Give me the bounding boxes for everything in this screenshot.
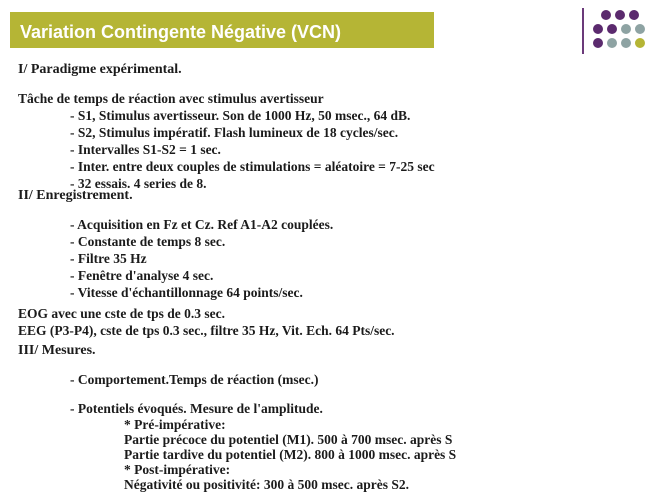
document-line: EOG avec une cste de tps de 0.3 sec.: [18, 306, 225, 321]
document-line: - S2, Stimulus impératif. Flash lumineux de 18 cycles/sec.: [70, 125, 399, 140]
section-heading: III/ Mesures.: [18, 343, 96, 358]
dot: [635, 24, 645, 34]
dot-grid-logo: [593, 8, 645, 58]
dot: [607, 38, 617, 48]
document-line: Tâche de temps de réaction avec stimulus avertisseur: [18, 91, 324, 106]
document-line: EEG (P3-P4), cste de tps 0.3 sec., filtre 35 Hz, Vit. Ech. 64 Pts/sec.: [18, 323, 395, 338]
document-line: - Intervalles S1-S2 = 1 sec.: [70, 142, 221, 157]
document-line: - Inter. entre deux couples de stimulations = aléatoire = 7-25 sec: [70, 159, 435, 174]
scanned-document: [14, 54, 646, 492]
document-line: - Filtre 35 Hz: [70, 251, 147, 266]
document-line: - Comportement.Temps de réaction (msec.): [70, 372, 319, 387]
section-heading: II/ Enregistrement.: [18, 188, 133, 203]
document-line: Négativité ou positivité: 300 à 500 msec. après S2.: [124, 477, 409, 492]
document-line: - Vitesse d'échantillonnage 64 points/sec.: [70, 285, 303, 300]
dot: [593, 24, 603, 34]
dot: [621, 24, 631, 34]
dot: [635, 38, 645, 48]
document-line: Partie tardive du potentiel (M2). 800 à 1000 msec. après S: [124, 447, 457, 462]
document-line: - S1, Stimulus avertisseur. Son de 1000 Hz, 50 msec., 64 dB.: [70, 108, 411, 123]
divider-line: [582, 8, 584, 54]
document-line: - Fenêtre d'analyse 4 sec.: [70, 268, 214, 283]
dot: [615, 10, 625, 20]
document-line: - 32 essais. 4 series de 8.: [70, 176, 207, 191]
dot: [593, 38, 603, 48]
document-line: - Constante de temps 8 sec.: [70, 234, 226, 249]
dot: [629, 10, 639, 20]
subheading: * Pré-impérative:: [124, 417, 226, 432]
dot: [601, 10, 611, 20]
document-line: - Acquisition en Fz et Cz. Ref A1-A2 couplées.: [70, 217, 334, 232]
subheading: * Post-impérative:: [124, 462, 231, 477]
dot: [621, 38, 631, 48]
document-line: Partie précoce du potentiel (M1). 500 à 700 msec. après S: [124, 432, 453, 447]
dot: [607, 24, 617, 34]
slide-title: Variation Contingente Négative (VCN): [20, 22, 342, 42]
section-heading: I/ Paradigme expérimental.: [18, 62, 182, 77]
document-line: - Potentiels évoqués. Mesure de l'amplitude.: [70, 401, 323, 416]
